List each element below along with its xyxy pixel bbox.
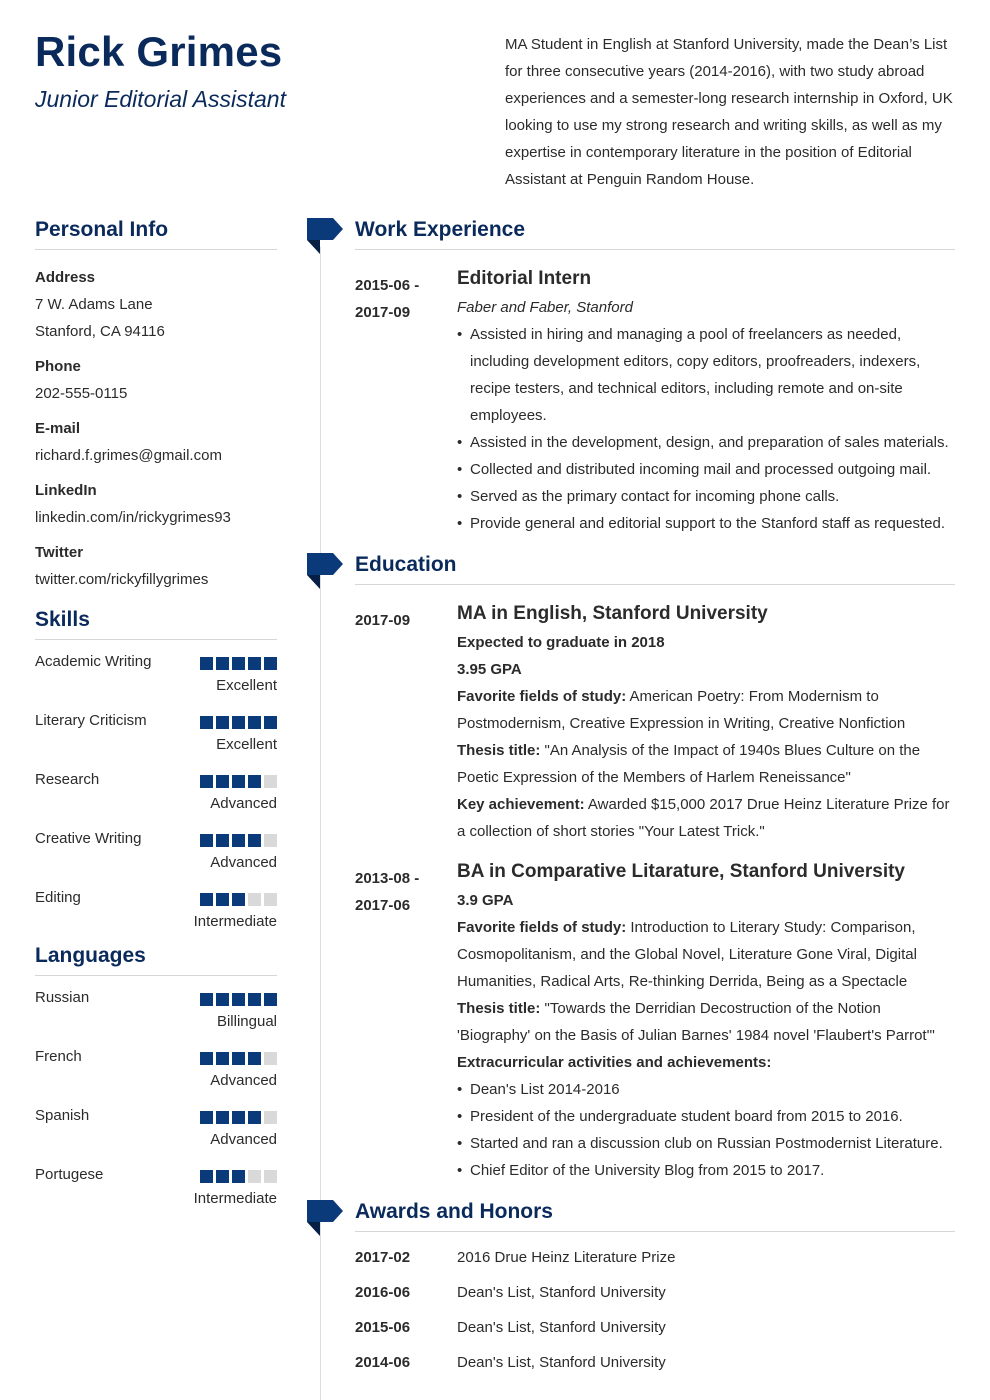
rating-square-empty: [264, 1170, 277, 1183]
award-name: Dean's List, Stanford University: [457, 1284, 666, 1301]
email-value: richard.f.grimes@gmail.com: [35, 447, 222, 464]
work-bullet: • Served as the primary contact for incoming phone calls.: [457, 483, 955, 510]
rating-square-filled: [216, 1170, 229, 1183]
rating-square-filled: [248, 1111, 261, 1124]
education-entry-ba: [355, 857, 955, 1184]
rating-square-filled: [248, 775, 261, 788]
awards-section: [355, 1199, 955, 1384]
bookmark-icon: [307, 218, 343, 254]
rating-square-filled: [232, 1111, 245, 1124]
rating-square-filled: [232, 716, 245, 729]
rating-square-filled: [232, 1052, 245, 1065]
personal-info-title: Personal Info: [35, 217, 277, 250]
work-experience-section: [355, 217, 955, 537]
skill-name: Literary Criticism: [35, 712, 147, 729]
skill-rating: [200, 716, 277, 729]
rating-square-filled: [200, 1111, 213, 1124]
rating-square-filled: [232, 1170, 245, 1183]
rating-square-filled: [200, 834, 213, 847]
language-name: Russian: [35, 989, 90, 1006]
email-label: E-mail: [35, 420, 81, 437]
rating-square-filled: [200, 1052, 213, 1065]
phone-label: Phone: [35, 358, 81, 375]
skill-name: Editing: [35, 889, 81, 906]
language-level: Billingual: [216, 1013, 277, 1030]
skills-title: Skills: [35, 607, 277, 640]
rating-square-empty: [248, 893, 261, 906]
award-name: Dean's List, Stanford University: [457, 1319, 666, 1336]
candidate-name: Rick Grimes: [35, 28, 283, 75]
awards-title: Awards and Honors: [355, 1199, 955, 1232]
award-date: 2017-02: [355, 1249, 411, 1266]
rating-square-filled: [248, 1052, 261, 1065]
ba-date: [355, 865, 445, 919]
award-date: 2015-06: [355, 1319, 411, 1336]
rating-square-filled: [216, 1111, 229, 1124]
skill-item: [35, 707, 277, 766]
work-body: [457, 264, 955, 537]
skill-rating: [200, 775, 277, 788]
education-section: [355, 552, 955, 1184]
language-rating: [200, 993, 277, 1006]
work-entry: [355, 264, 955, 537]
ba-thesis-label: Thesis title:: [457, 1000, 541, 1017]
rating-square-filled: [232, 775, 245, 788]
rating-square-filled: [232, 834, 245, 847]
education-entry-ma: [355, 599, 955, 845]
awards-list: [355, 1244, 955, 1384]
job-title: Junior Editorial Assistant: [35, 86, 286, 112]
rating-square-empty: [264, 834, 277, 847]
twitter-item: [35, 539, 277, 593]
ma-achievement-value: Awarded $15,000 2017 Drue Heinz Literature Prize for a collection of short stories "Your Latest Trick.": [457, 796, 950, 840]
ba-bullet: • Started and ran a discussion club on Russian Postmodernist Literature.: [457, 1130, 955, 1157]
award-item: [355, 1314, 955, 1349]
rating-square-filled: [200, 993, 213, 1006]
language-name: French: [35, 1048, 82, 1065]
rating-square-filled: [200, 1170, 213, 1183]
skill-name: Creative Writing: [35, 830, 142, 847]
rating-square-empty: [264, 1111, 277, 1124]
rating-square-filled: [216, 716, 229, 729]
ba-extra-label: Extracurricular activities and achievements:: [457, 1054, 772, 1071]
work-date-start: 2015-06 -: [355, 277, 420, 294]
languages-title: Languages: [35, 943, 277, 976]
ma-gpa: 3.95 GPA: [457, 661, 522, 678]
language-item: [35, 984, 277, 1043]
rating-square-filled: [216, 657, 229, 670]
bookmark-icon: [307, 1200, 343, 1236]
work-bullet: • Collected and distributed incoming mail and processed outgoing mail.: [457, 456, 955, 483]
ba-thesis: [457, 995, 955, 1049]
address-line-2: Stanford, CA 94116: [35, 323, 165, 340]
rating-square-filled: [200, 657, 213, 670]
language-item: [35, 1161, 277, 1220]
ma-expected: Expected to graduate in 2018: [457, 634, 665, 651]
ma-thesis-value: "An Analysis of the Impact of 1940s Blues Culture on the Poetic Expression of the Members of Harlem Reneissance": [457, 742, 921, 786]
award-name: Dean's List, Stanford University: [457, 1354, 666, 1371]
ba-date-start: 2013-08 -: [355, 870, 420, 887]
ba-bullet: • President of the undergraduate student board from 2015 to 2016.: [457, 1103, 955, 1130]
work-experience-title: Work Experience: [355, 217, 955, 250]
ba-degree: BA in Comparative Litarature, Stanford University: [457, 861, 906, 882]
email-item: [35, 415, 277, 469]
rating-square-empty: [264, 775, 277, 788]
skill-name: Research: [35, 771, 100, 788]
work-date-end: 2017-09: [355, 304, 411, 321]
linkedin-value: linkedin.com/in/rickygrimes93: [35, 509, 231, 526]
skill-level: Intermediate: [193, 913, 277, 930]
skill-name: Academic Writing: [35, 653, 152, 670]
ma-fields: [457, 683, 955, 737]
award-item: [355, 1279, 955, 1314]
skill-item: [35, 825, 277, 884]
ba-fields: [457, 914, 955, 995]
education-title: Education: [355, 552, 955, 585]
phone-value: 202-555-0115: [35, 385, 128, 402]
rating-square-filled: [248, 993, 261, 1006]
rating-square-filled: [200, 716, 213, 729]
rating-square-filled: [264, 657, 277, 670]
linkedin-item: [35, 477, 277, 531]
skill-level: Excellent: [216, 736, 277, 753]
skill-level: Excellent: [216, 677, 277, 694]
ma-date: 2017-09: [355, 612, 411, 629]
left-column: [35, 217, 277, 1220]
language-rating: [200, 1052, 277, 1065]
rating-square-filled: [232, 993, 245, 1006]
profile-summary: MA Student in English at Stanford University, made the Dean’s List for three consecutive years (2014-2016), with two study abroad experiences and a semester-long research internship in Oxford, UK looking to use my strong research and writing skills, as well as my expertise in contemporary literature in the position of Editorial Assistant at Penguin Random House.: [505, 36, 953, 188]
ma-degree: MA in English, Stanford University: [457, 603, 768, 624]
ma-thesis-label: Thesis title:: [457, 742, 541, 759]
ma-body: [457, 599, 955, 845]
work-bullet: • Assisted in hiring and managing a pool of freelancers as needed, including development editors, copy editors, proofreaders, indexers, recipe testers, and technical editors, including remote and on-site employees.: [457, 321, 955, 429]
skill-item: [35, 766, 277, 825]
ba-body: [457, 857, 955, 1184]
work-date: [355, 272, 445, 326]
rating-square-filled: [216, 993, 229, 1006]
rating-square-filled: [232, 893, 245, 906]
award-date: 2016-06: [355, 1284, 411, 1301]
language-name: Portugese: [35, 1166, 104, 1183]
skill-rating: [200, 657, 277, 670]
address-item: [35, 264, 277, 345]
language-item: [35, 1102, 277, 1161]
skill-rating: [200, 834, 277, 847]
award-name: 2016 Drue Heinz Literature Prize: [457, 1249, 676, 1266]
phone-item: [35, 353, 277, 407]
rating-square-filled: [264, 993, 277, 1006]
address-label: Address: [35, 269, 96, 286]
rating-square-empty: [264, 1052, 277, 1065]
rating-square-filled: [216, 834, 229, 847]
award-item: [355, 1349, 955, 1384]
language-level: Advanced: [210, 1131, 277, 1148]
twitter-label: Twitter: [35, 544, 84, 561]
work-bullets: [457, 321, 955, 537]
ba-bullet: • Chief Editor of the University Blog from 2015 to 2017.: [457, 1157, 955, 1184]
award-item: [355, 1244, 955, 1279]
ba-thesis-value: "Towards the Derridian Decostruction of the Notion 'Biography' on the Basis of Julian Barnes' 1984 novel 'Flaubert's Parrot'": [457, 1000, 935, 1044]
skill-item: [35, 648, 277, 707]
work-company: Faber and Faber, Stanford: [457, 299, 633, 316]
rating-square-filled: [200, 893, 213, 906]
rating-square-empty: [264, 893, 277, 906]
rating-square-filled: [232, 657, 245, 670]
address-line-1: 7 W. Adams Lane: [35, 296, 153, 313]
skills-list: [35, 648, 277, 943]
rating-square-empty: [248, 1170, 261, 1183]
language-level: Intermediate: [193, 1190, 277, 1207]
work-bullet: • Assisted in the development, design, and preparation of sales materials.: [457, 429, 955, 456]
personal-info-list: [35, 264, 277, 593]
ma-achievement: [457, 791, 955, 845]
rating-square-filled: [248, 657, 261, 670]
linkedin-label: LinkedIn: [35, 482, 97, 499]
skill-item: [35, 884, 277, 943]
ma-thesis: [457, 737, 955, 791]
skill-rating: [200, 893, 277, 906]
rating-square-filled: [200, 775, 213, 788]
rating-square-filled: [248, 834, 261, 847]
bookmark-icon: [307, 553, 343, 589]
ma-achievement-label: Key achievement:: [457, 796, 585, 813]
rating-square-filled: [216, 775, 229, 788]
work-bullet: • Provide general and editorial support to the Stanford staff as requested.: [457, 510, 955, 537]
language-level: Advanced: [210, 1072, 277, 1089]
ba-fields-label: Favorite fields of study:: [457, 919, 627, 936]
rating-square-filled: [248, 716, 261, 729]
ma-fields-value: American Poetry: From Modernism to Postmodernism, Creative Expression in Writing, Creative Nonfiction: [457, 688, 906, 732]
language-item: [35, 1043, 277, 1102]
ba-fields-value: Introduction to Literary Study: Comparison, Cosmopolitanism, and the Global Novel, Literature Gone Viral, Digital Humanities, Radical Arts, Re-thinking Derrida, Being as a Spectacle: [457, 919, 917, 990]
skill-level: Advanced: [210, 854, 277, 871]
language-rating: [200, 1170, 277, 1183]
languages-list: [35, 984, 277, 1220]
work-role: Editorial Intern: [457, 268, 592, 289]
award-date: 2014-06: [355, 1354, 411, 1371]
ba-date-end: 2017-06: [355, 897, 411, 914]
ma-fields-label: Favorite fields of study:: [457, 688, 627, 705]
rating-square-filled: [216, 893, 229, 906]
skill-level: Advanced: [210, 795, 277, 812]
ba-gpa: 3.9 GPA: [457, 892, 514, 909]
twitter-value: twitter.com/rickyfillygrimes: [35, 571, 209, 588]
rating-square-filled: [216, 1052, 229, 1065]
ba-bullets: [457, 1076, 955, 1184]
language-rating: [200, 1111, 277, 1124]
language-name: Spanish: [35, 1107, 90, 1124]
ba-bullet: • Dean's List 2014-2016: [457, 1076, 955, 1103]
rating-square-filled: [264, 716, 277, 729]
